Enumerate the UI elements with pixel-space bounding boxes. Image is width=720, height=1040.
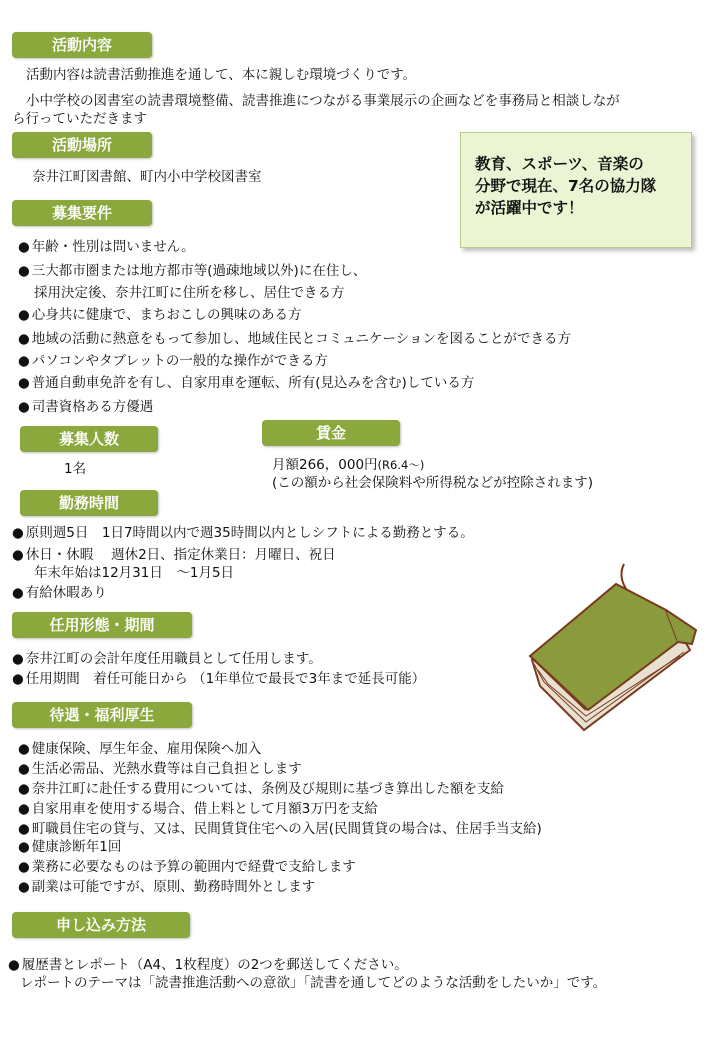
section-header-benefits: 待遇・福利厚生 xyxy=(12,702,192,728)
requirement-item: ● 普通自動車免許を有し、自家用車を運転、所有(見込みを含む)している方 xyxy=(18,374,474,392)
section-header-activity: 活動内容 xyxy=(12,32,152,58)
wage-sub: (この額から社会保険料や所得税などが控除されます) xyxy=(272,475,594,491)
benefit-item: ● 副業は可能ですが、原則、勤務時間外とします xyxy=(18,878,315,896)
apply-continuation: レポートのテーマは「読書推進活動への意欲」「読書を通してどのような活動をしたいか」です。 xyxy=(20,975,607,991)
benefit-item: ● 生活必需品、光熱水費等は自己負担とします xyxy=(18,760,302,778)
employment-item: ● 奈井江町の会計年度任用職員として任用します。 xyxy=(12,650,322,668)
wage-amount: 月額266，000円 xyxy=(272,457,378,473)
activity-line-1: 活動内容は読書活動推進を通して、本に親しむ環境づくりです。 xyxy=(26,67,417,83)
requirement-item: ● 三大都市圏または地方都市等(過疎地域以外)に在住し、 xyxy=(18,262,366,280)
section-header-place: 活動場所 xyxy=(12,132,152,158)
section-header-work-hours: 勤務時間 xyxy=(20,490,158,516)
work-hours-continuation: 年末年始は12月31日 ～1月5日 xyxy=(34,565,235,581)
requirement-item: ● 年齢・性別は問いません。 xyxy=(18,238,195,256)
apply-item: ● 履歴書とレポート（A4、1枚程度）の2つを郵送してください。 xyxy=(8,956,408,974)
wage-note: (R6.4～) xyxy=(377,458,425,472)
benefit-item: ● 健康保険、厚生年金、雇用保険へ加入 xyxy=(18,740,261,758)
benefit-item: ● 健康診断年1回 xyxy=(18,838,121,856)
recruit-count-value: 1名 xyxy=(64,461,87,477)
section-header-apply: 申し込み方法 xyxy=(12,912,190,938)
benefit-item: ● 業務に必要なものは予算の範囲内で経費で支給します xyxy=(18,858,356,876)
requirement-continuation: 採用決定後、奈井江町に住所を移し、居住できる方 xyxy=(34,285,345,301)
book-illustration xyxy=(520,560,706,736)
requirement-item: ● 地域の活動に熱意をもって参加し、地域住民とコミュニケーションを図ることができる方 xyxy=(18,330,571,348)
section-header-wage: 賃金 xyxy=(262,420,400,446)
benefit-item: ● 奈井江町に赴任する費用については、条例及び規則に基づき算出した額を支給 xyxy=(18,780,504,798)
section-header-recruit-count: 募集人数 xyxy=(20,426,158,452)
activity-line-3: ら行っていただきます xyxy=(12,111,147,127)
wage-line xyxy=(272,456,424,474)
activity-line-2: 小中学校の図書室の読書環境整備、読書推進につながる事業展示の企画などを事務局と相談しなが xyxy=(26,93,620,109)
work-hours-item: ● 原則週5日 1日7時間以内で週35時間以内としシフトによる勤務とする。 xyxy=(12,524,474,542)
requirement-item: ● 心身共に健康で、まちおこしの興味のある方 xyxy=(18,306,302,324)
callout-line-2: 分野で現在、7名の協力隊 xyxy=(475,177,657,195)
callout-box xyxy=(460,132,692,248)
section-header-employment: 任用形態・期間 xyxy=(12,612,192,638)
work-hours-item: ● 有給休暇あり xyxy=(12,584,107,602)
benefit-item: ● 自家用車を使用する場合、借上料として月額3万円を支給 xyxy=(18,800,378,818)
place-text: 奈井江町図書館、町内小中学校図書室 xyxy=(32,169,262,185)
callout-line-3: が活躍中です！ xyxy=(475,199,584,217)
employment-item: ● 任用期間 着任可能日から （1年単位で最長で3年まで延長可能） xyxy=(12,670,425,688)
work-hours-item: ● 休日・休暇 週休2日、指定休業日：月曜日、祝日 xyxy=(12,546,336,564)
callout-line-1: 教育、スポーツ、音楽の xyxy=(475,155,644,173)
requirement-item: ● 司書資格ある方優遇 xyxy=(18,398,153,416)
requirement-item: ● パソコンやタブレットの一般的な操作ができる方 xyxy=(18,352,328,370)
section-header-requirements: 募集要件 xyxy=(12,200,152,226)
benefit-item: ● 町職員住宅の貸与、又は、民間賃貸住宅への入居(民間賃貸の場合は、住居手当支給) xyxy=(18,820,542,838)
